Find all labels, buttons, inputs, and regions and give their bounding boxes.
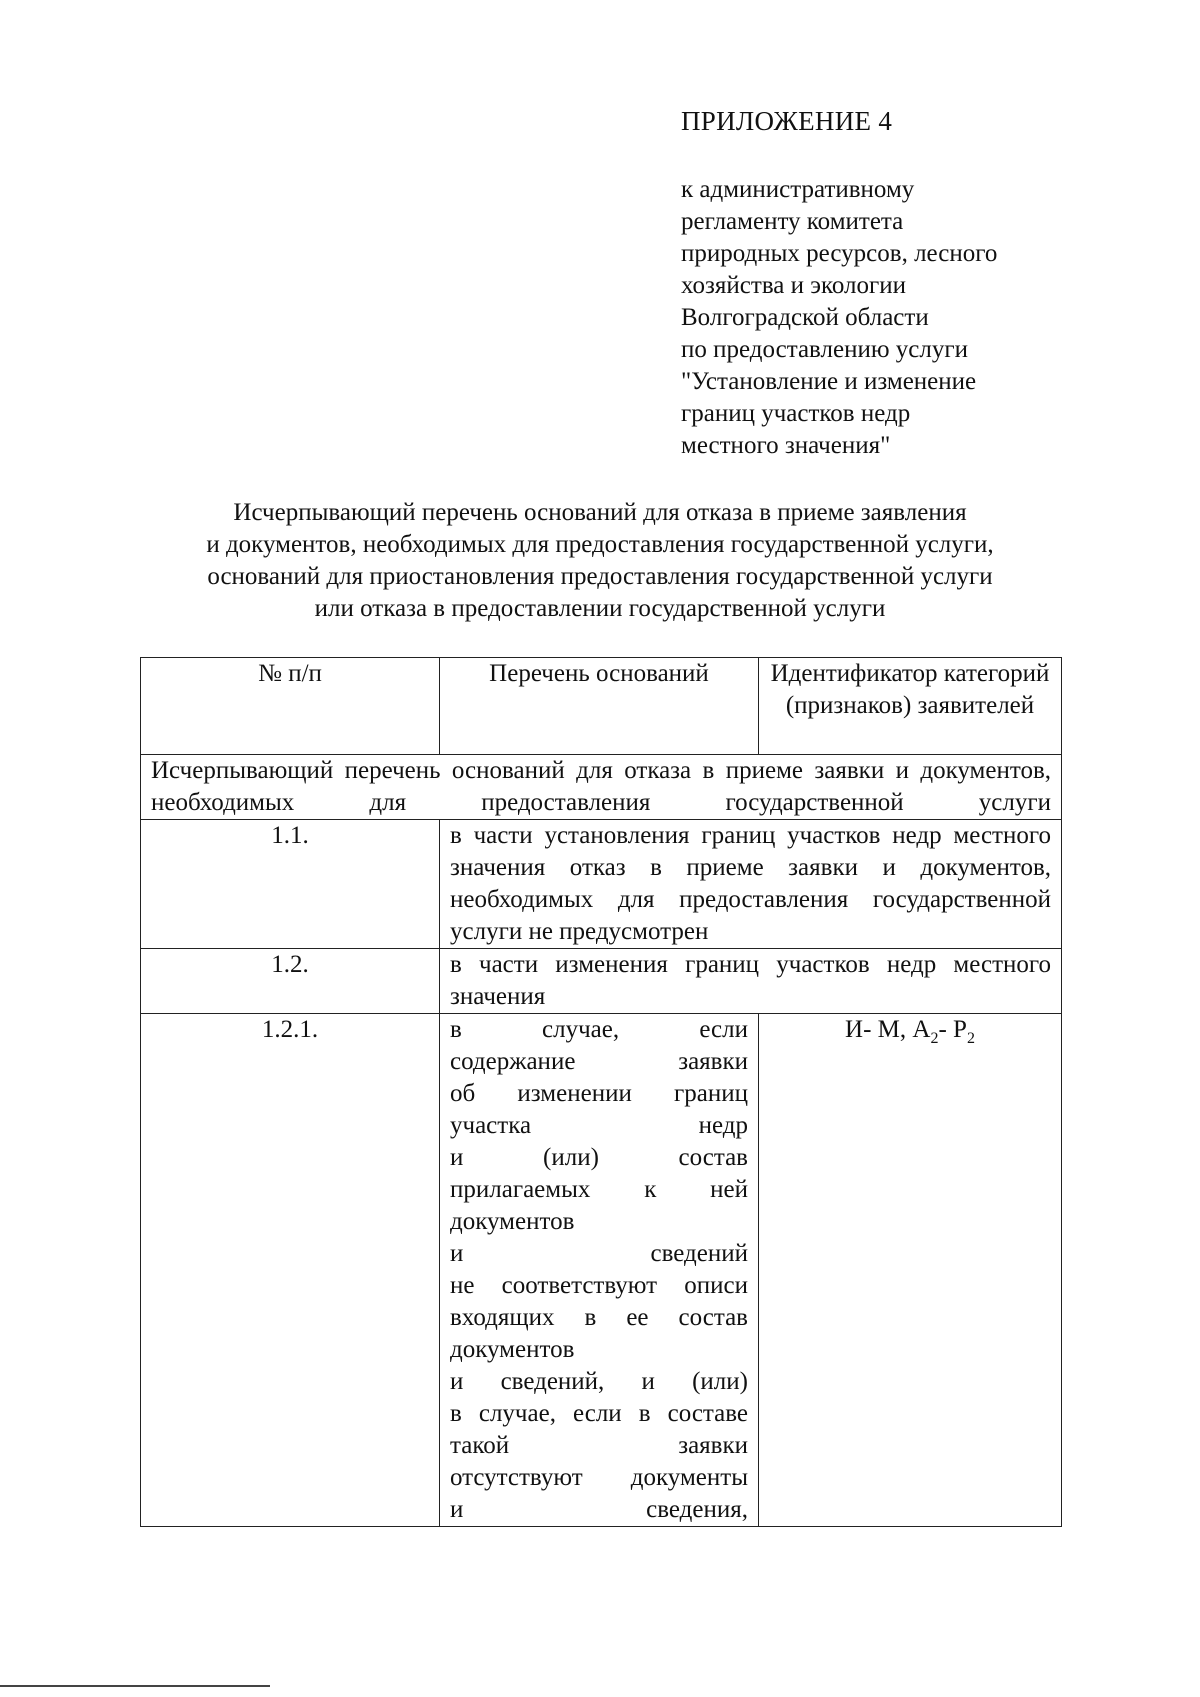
identifier-subscript: 2 bbox=[966, 1030, 975, 1047]
row-line: и (или) состав bbox=[450, 1144, 748, 1171]
row-line: и сведений bbox=[450, 1240, 748, 1267]
row-line: об изменении границ bbox=[450, 1080, 748, 1107]
row-line: и сведения, bbox=[450, 1496, 748, 1523]
appendix-line: "Установление и изменение bbox=[681, 368, 977, 395]
row-line: такой заявки bbox=[450, 1432, 748, 1459]
section-row bbox=[141, 755, 1062, 820]
heading-line: оснований для приостановления предоставления государственной услуги bbox=[207, 563, 993, 590]
header-grounds: Перечень оснований bbox=[440, 658, 759, 755]
document-heading bbox=[130, 497, 1070, 625]
appendix-line: природных ресурсов, лесного bbox=[681, 240, 998, 267]
row-number: 1.2.1. bbox=[141, 1014, 440, 1527]
table-header-row bbox=[141, 658, 1062, 755]
row-identifier bbox=[759, 1014, 1062, 1527]
heading-line: и документов, необходимых для предоставления государственной услуги, bbox=[206, 531, 994, 558]
row-number: 1.2. bbox=[141, 949, 440, 1014]
appendix-description bbox=[681, 174, 997, 462]
row-line: входящих в ее состав bbox=[450, 1304, 748, 1331]
table-row bbox=[141, 1014, 1062, 1527]
row-line: и сведений, и (или) bbox=[450, 1368, 748, 1395]
row-line: отсутствуют документы bbox=[450, 1464, 748, 1491]
appendix-line: хозяйства и экологии bbox=[681, 272, 907, 299]
row-line: участка недр bbox=[450, 1112, 748, 1139]
row-text bbox=[440, 1014, 759, 1527]
identifier-subscript: 2 bbox=[930, 1030, 939, 1047]
appendix-line: местного значения" bbox=[681, 432, 891, 459]
heading-line: Исчерпывающий перечень оснований для отказа в приеме заявления bbox=[233, 499, 967, 526]
section-title: Исчерпывающий перечень оснований для отказа в приеме заявки и документов, необходимых для предоставления государственной услуги bbox=[141, 755, 1062, 820]
appendix-line: Волгоградской области bbox=[681, 304, 929, 331]
table-row bbox=[141, 820, 1062, 949]
appendix-line: к административному bbox=[681, 176, 915, 203]
row-line: не соответствуют описи bbox=[450, 1272, 748, 1299]
identifier-middle: - Р bbox=[938, 1016, 967, 1043]
row-line: в случае, если bbox=[450, 1016, 748, 1043]
row-number: 1.1. bbox=[141, 820, 440, 949]
appendix-line: по предоставлению услуги bbox=[681, 336, 968, 363]
row-text: в части изменения границ участков недр местного значения bbox=[440, 949, 1062, 1014]
row-line: документов bbox=[450, 1208, 575, 1235]
header-identifier: Идентификатор категорий (признаков) заявителей bbox=[759, 658, 1062, 755]
heading-line: или отказа в предоставлении государственной услуги bbox=[314, 595, 886, 622]
table-row bbox=[141, 949, 1062, 1014]
appendix-title: ПРИЛОЖЕНИЕ 4 bbox=[681, 106, 893, 136]
bottom-divider bbox=[0, 1685, 270, 1687]
grounds-table bbox=[140, 657, 1062, 1527]
row-line: содержание заявки bbox=[450, 1048, 748, 1075]
row-line: прилагаемых к ней bbox=[450, 1176, 748, 1203]
row-text: в части установления границ участков недр местного значения отказ в приеме заявки и документов, необходимых для предоставления государственной услуги не предусмотрен bbox=[440, 820, 1062, 949]
row-line: документов bbox=[450, 1336, 575, 1363]
identifier-prefix: И- М, А bbox=[845, 1016, 931, 1043]
header-num: № п/п bbox=[141, 658, 440, 755]
appendix-line: границ участков недр bbox=[681, 400, 911, 427]
appendix-line: регламенту комитета bbox=[681, 208, 904, 235]
row-line: в случае, если в составе bbox=[450, 1400, 748, 1427]
